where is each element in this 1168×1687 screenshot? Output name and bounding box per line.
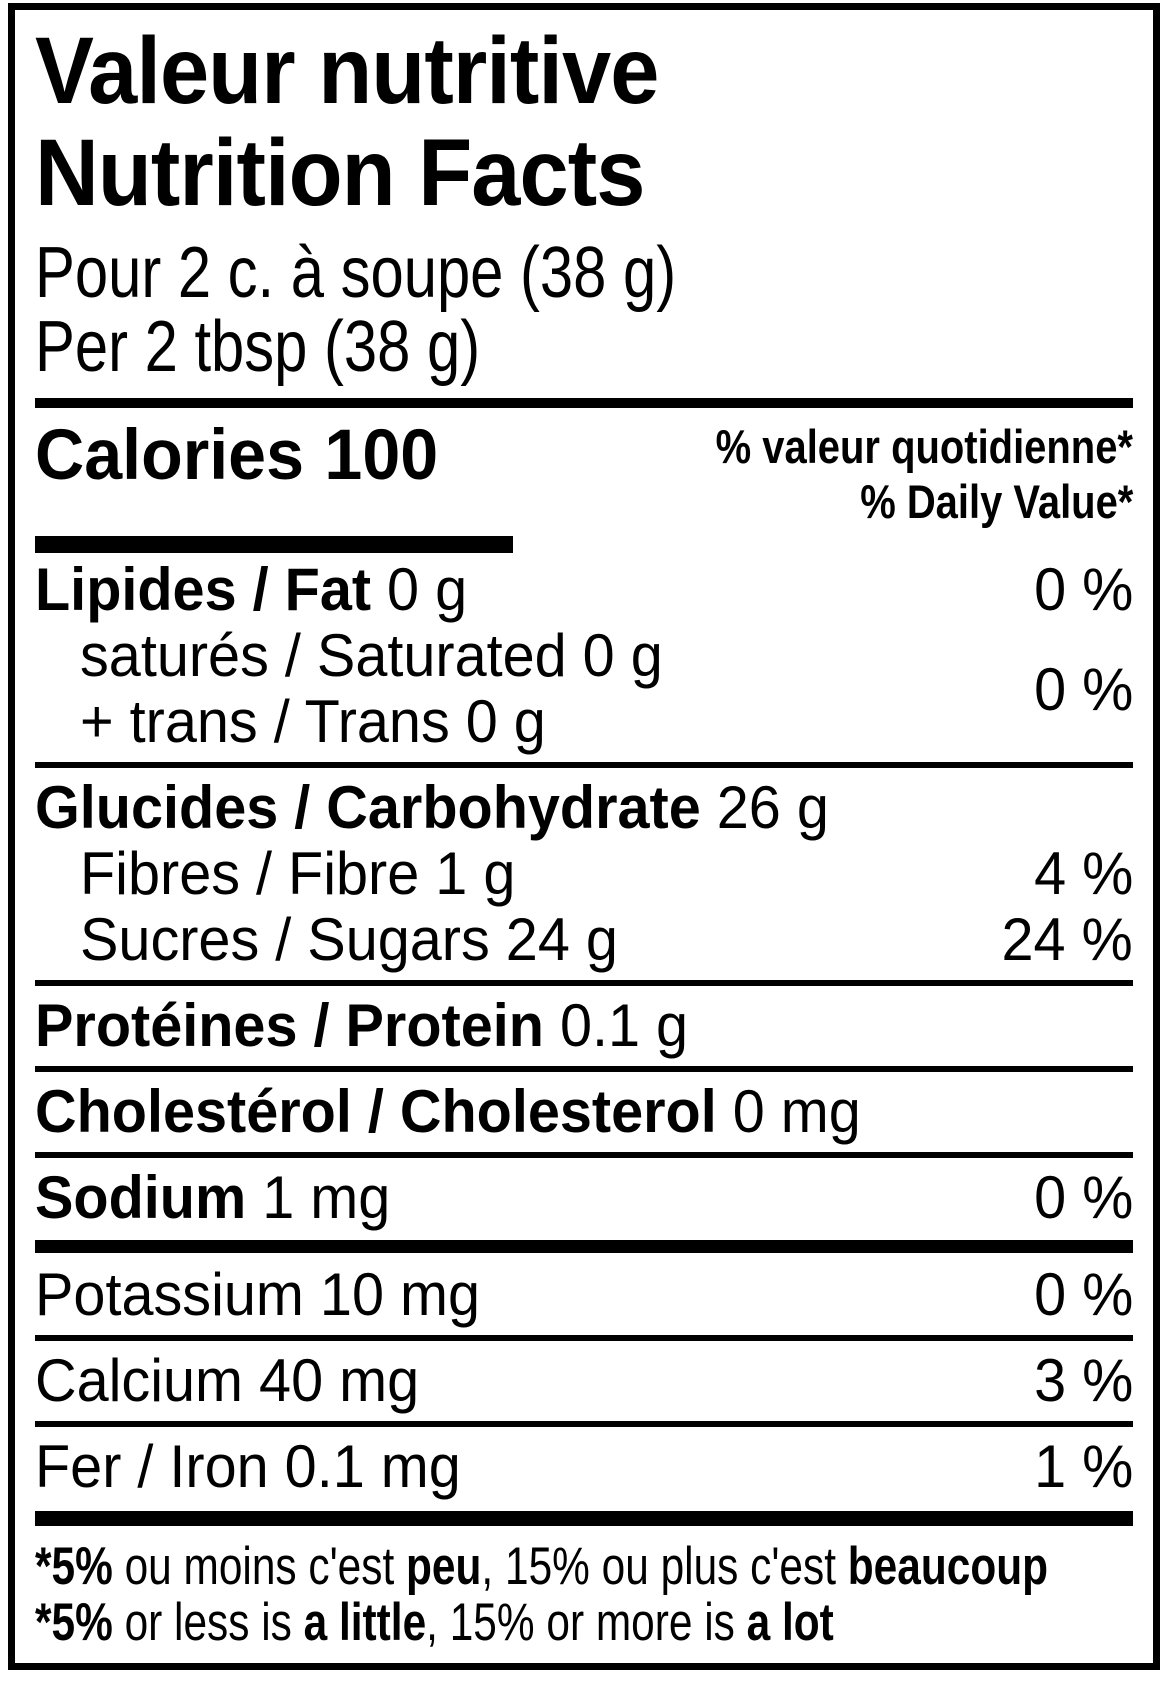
separator-calories-bar: [35, 536, 513, 553]
row-fibre: [35, 841, 1133, 907]
protein-amount: 0.1 g: [543, 992, 689, 1059]
separator-thin: [35, 1335, 1133, 1341]
iron-label: Fer / Iron 0.1 mg: [35, 1433, 461, 1500]
nutrient-rows: [35, 557, 1133, 1526]
separator-medium: [35, 398, 1133, 408]
title-english-text: Nutrition Facts: [35, 120, 645, 226]
row-protein: [35, 993, 1133, 1059]
fat-amount: 0 g: [371, 556, 468, 623]
footnote-en-star: *5%: [35, 1593, 113, 1652]
fat-dv: 0 %: [1033, 556, 1133, 623]
nutrition-facts-label: [8, 3, 1160, 1670]
footnote-french: *5% ou moins c'est peu, 15% ou plus c'est beaucoup: [35, 1537, 1049, 1596]
saturated-line: saturés / Saturated 0 g: [80, 622, 663, 689]
potassium-dv: 0 %: [1033, 1261, 1133, 1328]
fat-label: Lipides / Fat: [35, 556, 372, 623]
calories-label: Calories: [35, 416, 304, 495]
title-french-text: Valeur nutritive: [35, 18, 659, 124]
saturated-trans-dv: 0 %: [1033, 655, 1133, 723]
calories-value: 100: [324, 416, 439, 495]
calories-row: [35, 416, 1133, 529]
separator-thin: [35, 1421, 1133, 1427]
cholesterol-label: Cholestérol / Cholesterol: [35, 1078, 717, 1145]
sodium-amount: 1 mg: [246, 1164, 391, 1231]
footnote-fr-high: beaucoup: [847, 1537, 1049, 1596]
row-sugars: [35, 907, 1133, 973]
separator-thin: [35, 762, 1133, 768]
footnote-fr-low: peu: [406, 1537, 482, 1596]
row-iron: [35, 1434, 1133, 1500]
footnote-english: *5% or less is a little, 15% or more is a lot: [35, 1593, 834, 1652]
daily-value-header-en: % Daily Value*: [859, 475, 1133, 528]
row-potassium: [35, 1262, 1133, 1328]
title-french: [35, 20, 1133, 122]
carbohydrate-label: Glucides / Carbohydrate: [35, 774, 701, 841]
row-calcium: [35, 1348, 1133, 1414]
row-carbohydrate: [35, 775, 1133, 841]
separator-thin: [35, 1066, 1133, 1072]
trans-line: + trans / Trans 0 g: [80, 688, 546, 755]
fibre-label: Fibres / Fibre 1 g: [80, 840, 516, 907]
sugars-dv: 24 %: [1001, 906, 1133, 973]
footnote-en-high: a lot: [746, 1593, 834, 1652]
row-fat: [35, 557, 1133, 623]
sodium-dv: 0 %: [1033, 1164, 1133, 1231]
separator-footer-bar: [35, 1511, 1133, 1526]
serving-size-french: Pour 2 c. à soupe (38 g): [35, 233, 677, 313]
separator-thick: [35, 1240, 1133, 1253]
row-cholesterol: [35, 1079, 1133, 1145]
iron-dv: 1 %: [1033, 1433, 1133, 1500]
footnote-en-low: a little: [303, 1593, 427, 1652]
calories: [35, 416, 455, 496]
carbohydrate-amount: 26 g: [700, 774, 829, 841]
serving-size-english: Per 2 tbsp (38 g): [35, 307, 481, 387]
calcium-dv: 3 %: [1033, 1347, 1133, 1414]
sodium-label: Sodium: [35, 1164, 247, 1231]
daily-value-header: [642, 416, 1133, 529]
protein-label: Protéines / Protein: [35, 992, 544, 1059]
footnote-fr-star: *5%: [35, 1537, 113, 1596]
separator-thin: [35, 980, 1133, 986]
fibre-dv: 4 %: [1033, 840, 1133, 907]
cholesterol-amount: 0 mg: [716, 1078, 861, 1145]
calcium-label: Calcium 40 mg: [35, 1347, 420, 1414]
title-english: [35, 122, 1133, 224]
row-sodium: [35, 1165, 1133, 1231]
potassium-label: Potassium 10 mg: [35, 1261, 481, 1328]
row-saturated-trans: [35, 623, 1133, 755]
sugars-label: Sucres / Sugars 24 g: [80, 906, 618, 973]
daily-value-header-fr: % valeur quotidienne*: [715, 420, 1133, 473]
separator-thin: [35, 1152, 1133, 1158]
